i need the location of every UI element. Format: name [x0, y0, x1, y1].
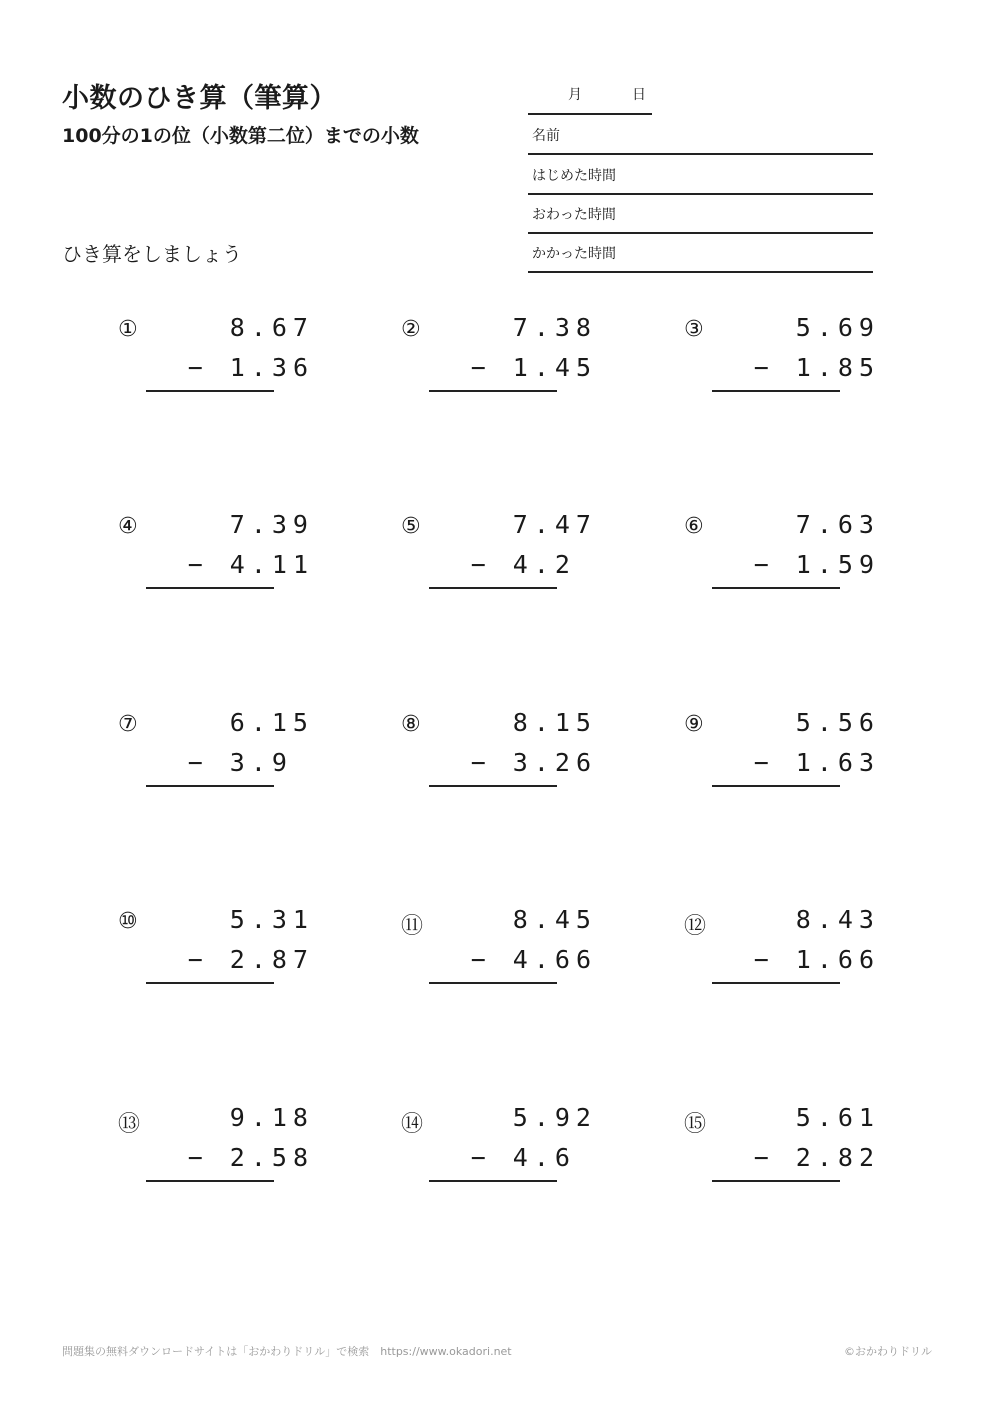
problem: [684, 313, 884, 393]
problem-number: ⑨: [684, 712, 704, 737]
answer-line: [712, 785, 840, 787]
problem: [401, 708, 601, 788]
minuend: 6.15: [229, 708, 314, 737]
problem: [401, 1103, 601, 1183]
name-field[interactable]: [528, 115, 873, 155]
problem: [684, 905, 884, 985]
problem: [118, 708, 318, 788]
subtrahend: − 4.6: [470, 1143, 597, 1172]
minuend: 8.45: [512, 905, 597, 934]
minuend: 7.38: [512, 313, 597, 342]
minuend: 5.56: [795, 708, 880, 737]
subtrahend: − 1.63: [753, 748, 880, 777]
problem-number: ⑫: [684, 914, 707, 939]
answer-line: [146, 390, 274, 392]
subtrahend: − 2.82: [753, 1143, 880, 1172]
subtrahend: − 1.36: [187, 353, 314, 382]
subtrahend: − 3.26: [470, 748, 597, 777]
answer-line: [712, 587, 840, 589]
problem-number: ⑦: [118, 712, 138, 737]
worksheet-subtitle: 100分の1の位（小数第二位）までの小数: [62, 125, 419, 147]
answer-line: [429, 390, 557, 392]
minuend: 5.61: [795, 1103, 880, 1132]
minuend: 9.18: [229, 1103, 314, 1132]
problem-number: ⑥: [684, 514, 704, 539]
problem-number: ①: [118, 317, 138, 342]
answer-line: [429, 587, 557, 589]
problem-number: ③: [684, 317, 704, 342]
answer-line: [429, 1180, 557, 1182]
answer-line: [429, 785, 557, 787]
problem-number: ⑭: [401, 1112, 424, 1137]
subtrahend: − 3.9: [187, 748, 314, 777]
problem-number: ⑧: [401, 712, 421, 737]
answer-line: [712, 982, 840, 984]
minuend: 7.63: [795, 510, 880, 539]
problem: [684, 1103, 884, 1183]
answer-line: [429, 982, 557, 984]
answer-line: [712, 390, 840, 392]
answer-line: [146, 1180, 274, 1182]
subtrahend: − 2.87: [187, 945, 314, 974]
subtrahend: − 4.11: [187, 550, 314, 579]
minuend: 8.43: [795, 905, 880, 934]
problem: [118, 510, 318, 590]
problem: [401, 313, 601, 393]
minuend: 5.69: [795, 313, 880, 342]
footer-site-text: 問題集の無料ダウンロードサイトは「おかわりドリル」で検索 https://www.okadori.net: [62, 1345, 512, 1358]
minuend: 8.15: [512, 708, 597, 737]
subtrahend: − 1.45: [470, 353, 597, 382]
date-field[interactable]: [528, 84, 652, 115]
answer-line: [146, 982, 274, 984]
minuend: 5.92: [512, 1103, 597, 1132]
end-time-field[interactable]: [528, 194, 873, 234]
minuend: 5.31: [229, 905, 314, 934]
start-time-field[interactable]: [528, 155, 873, 195]
footer-copyright: ©おかわりドリル: [844, 1345, 932, 1358]
problem: [118, 313, 318, 393]
subtrahend: − 1.85: [753, 353, 880, 382]
end-time-label: おわった時間: [532, 207, 616, 223]
problem-number: ⑩: [118, 909, 138, 934]
subtrahend: − 1.59: [753, 550, 880, 579]
problem-number: ②: [401, 317, 421, 342]
month-label: 月: [568, 87, 582, 103]
problem-number: ④: [118, 514, 138, 539]
instruction-text: ひき算をしましょう: [62, 242, 242, 266]
minuend: 7.39: [229, 510, 314, 539]
subtrahend: − 1.66: [753, 945, 880, 974]
subtrahend: − 4.66: [470, 945, 597, 974]
problem: [401, 510, 601, 590]
minuend: 7.47: [512, 510, 597, 539]
elapsed-time-label: かかった時間: [532, 246, 616, 262]
problem: [118, 905, 318, 985]
problem-number: ⑤: [401, 514, 421, 539]
problem-number: ⑬: [118, 1112, 141, 1137]
day-label: 日: [632, 87, 646, 103]
problem: [684, 510, 884, 590]
worksheet-title: 小数のひき算（筆算）: [62, 83, 337, 114]
start-time-label: はじめた時間: [532, 168, 616, 184]
problem: [118, 1103, 318, 1183]
problem: [684, 708, 884, 788]
subtrahend: − 2.58: [187, 1143, 314, 1172]
problem-number: ⑪: [401, 914, 424, 939]
answer-line: [712, 1180, 840, 1182]
answer-line: [146, 587, 274, 589]
name-label: 名前: [532, 128, 560, 144]
subtrahend: − 4.2: [470, 550, 597, 579]
elapsed-time-field[interactable]: [528, 233, 873, 273]
problem-number: ⑮: [684, 1112, 707, 1137]
minuend: 8.67: [229, 313, 314, 342]
answer-line: [146, 785, 274, 787]
problem: [401, 905, 601, 985]
